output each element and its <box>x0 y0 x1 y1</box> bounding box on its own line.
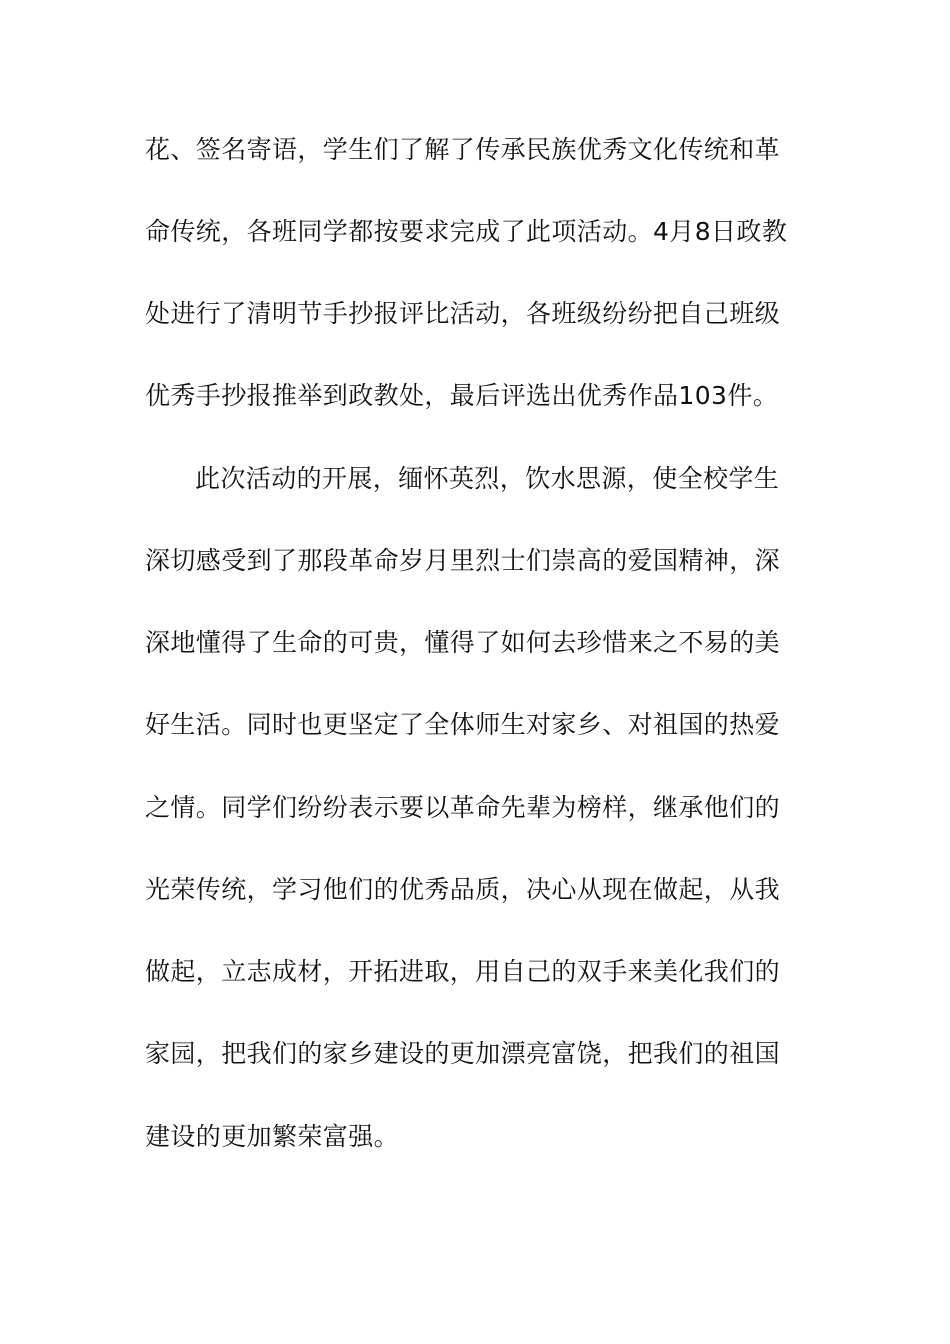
text-line-indented: 此次活动的开展，缅怀英烈，饮水思源，使全校学生 <box>195 464 780 493</box>
text-line: 做起，立志成材，开拓进取，用自己的双手来美化我们的 <box>145 957 781 986</box>
text-line: 家园，把我们的家乡建设的更加漂亮富饶，把我们的祖国 <box>145 1039 781 1068</box>
text-line: 花、签名寄语，学生们了解了传承民族优秀文化传统和革 <box>145 135 781 164</box>
text-line: 处进行了清明节手抄报评比活动，各班级纷纷把自己班级 <box>145 299 781 328</box>
text-line: 好生活。同时也更坚定了全体师生对家乡、对祖国的热爱 <box>145 710 781 739</box>
text-line: 深切感受到了那段革命岁月里烈士们崇高的爱国精神，深 <box>145 546 781 575</box>
text-line: 深地懂得了生命的可贵，懂得了如何去珍惜来之不易的美 <box>145 628 781 657</box>
text-line: 建设的更加繁荣富强。 <box>145 1122 400 1151</box>
text-line: 光荣传统，学习他们的优秀品质，决心从现在做起，从我 <box>145 875 781 904</box>
text-line: 之情。同学们纷纷表示要以革命先辈为榜样，继承他们的 <box>145 793 781 822</box>
text-line: 命传统，各班同学都按要求完成了此项活动。4月8日政教 <box>145 217 788 246</box>
text-line: 优秀手抄报推举到政教处，最后评选出优秀作品103件。 <box>145 381 779 410</box>
